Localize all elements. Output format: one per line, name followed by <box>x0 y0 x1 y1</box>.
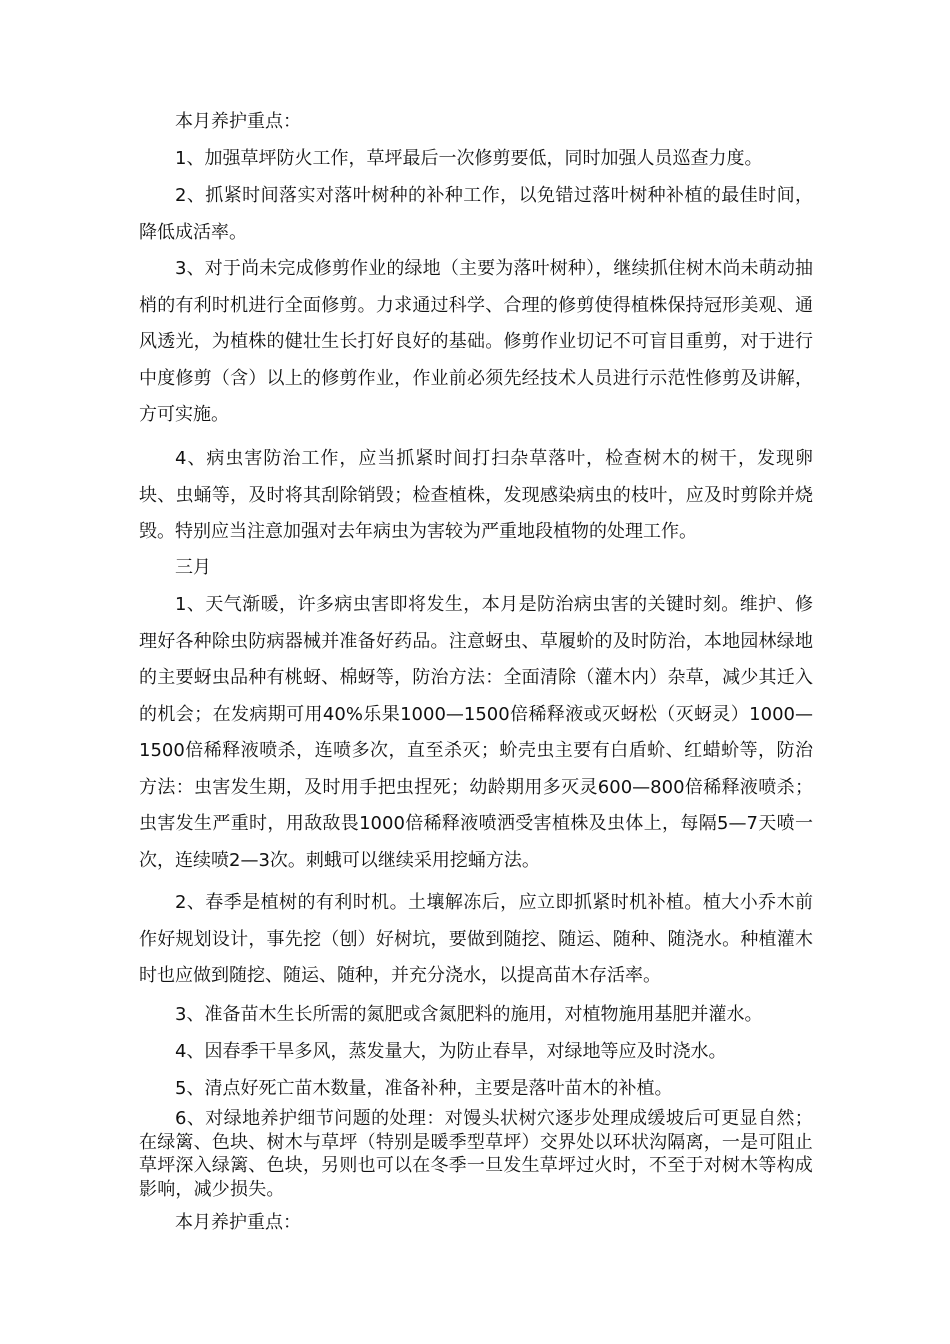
paragraph-march-4: 4、因春季干旱多风，蒸发量大，为防止春旱，对绿地等应及时浇水。 <box>175 1041 727 1062</box>
paragraph-march-3: 3、准备苗木生长所需的氮肥或含氮肥料的施用，对植物施用基肥并灌水。 <box>175 1004 763 1025</box>
paragraph-march-2: 2、春季是植树的有利时机。土壤解冻后，应立即抓紧时机补植。植大小乔木前作好规划设计，事先挖（刨）好树坑，要做到随挖、随运、随种、随浇水。种植灌木时也应做到随挖、随运、随种，并充分浇水，以提高苗木存活率。 <box>139 892 813 986</box>
section-heading-march: 三月 <box>175 557 211 578</box>
paragraph-item-2: 2、抓紧时间落实对落叶树种的补种工作，以免错过落叶树种补植的最佳时间，降低成活率。 <box>139 185 813 243</box>
section-heading-key-points: 本月养护重点： <box>175 111 301 132</box>
paragraph-march-1: 1、天气渐暖，许多病虫害即将发生，本月是防治病虫害的关键时刻。维护、修理好各种除虫防病器械并准备好药品。注意蚜虫、草履蚧的及时防治，本地园林绿地的主要蚜虫品种有桃蚜、棉蚜等，防治方法：全面清除（灌木内）杂草，减少其迁入的机会；在发病期可用40%乐果1000—1500倍稀释液或灭蚜松（灭蚜灵）1000—1500倍稀释液喷杀，连喷多次，直至杀灭；蚧壳虫主要有白盾蚧、红蜡蚧等，防治方法：虫害发生期，及时用手把虫捏死；幼龄期用多灭灵600—800倍稀释液喷杀；虫害发生严重时，用敌敌畏1000倍稀释液喷洒受害植株及虫体上，每隔5—7天喷一次，连续喷2—3次。刺蛾可以继续采用挖蛹方法。 <box>139 594 813 871</box>
paragraph-item-3: 3、对于尚未完成修剪作业的绿地（主要为落叶树种），继续抓住树木尚未萌动抽梢的有利时机进行全面修剪。力求通过科学、合理的修剪使得植株保持冠形美观、通风透光，为植株的健壮生长打好良好的基础。修剪作业切记不可盲目重剪，对于进行中度修剪（含）以上的修剪作业，作业前必须先经技术人员进行示范性修剪及讲解，方可实施。 <box>139 258 813 425</box>
paragraph-march-5: 5、清点好死亡苗木数量，准备补种，主要是落叶苗木的补植。 <box>175 1078 673 1099</box>
paragraph-item-1: 1、加强草坪防火工作，草坪最后一次修剪要低，同时加强人员巡查力度。 <box>175 148 763 169</box>
paragraph-item-4: 4、病虫害防治工作，应当抓紧时间打扫杂草落叶，检查树木的树干，发现卵块、虫蛹等，及时将其刮除销毁；检查植株，发现感染病虫的枝叶，应及时剪除并烧毁。特别应当注意加强对去年病虫为害较为严重地段植物的处理工作。 <box>139 448 813 542</box>
section-heading-key-points-2: 本月养护重点： <box>175 1212 301 1233</box>
paragraph-march-6: 6、对绿地养护细节问题的处理：对馒头状树穴逐步处理成缓坡后可更显自然；在绿篱、色块、树木与草坪（特别是暖季型草坪）交界处以环状沟隔离，一是可阻止草坪深入绿篱、色块，另则也可以在冬季一旦发生草坪过火时，不至于对树木等构成影响，减少损失。 <box>139 1108 813 1200</box>
